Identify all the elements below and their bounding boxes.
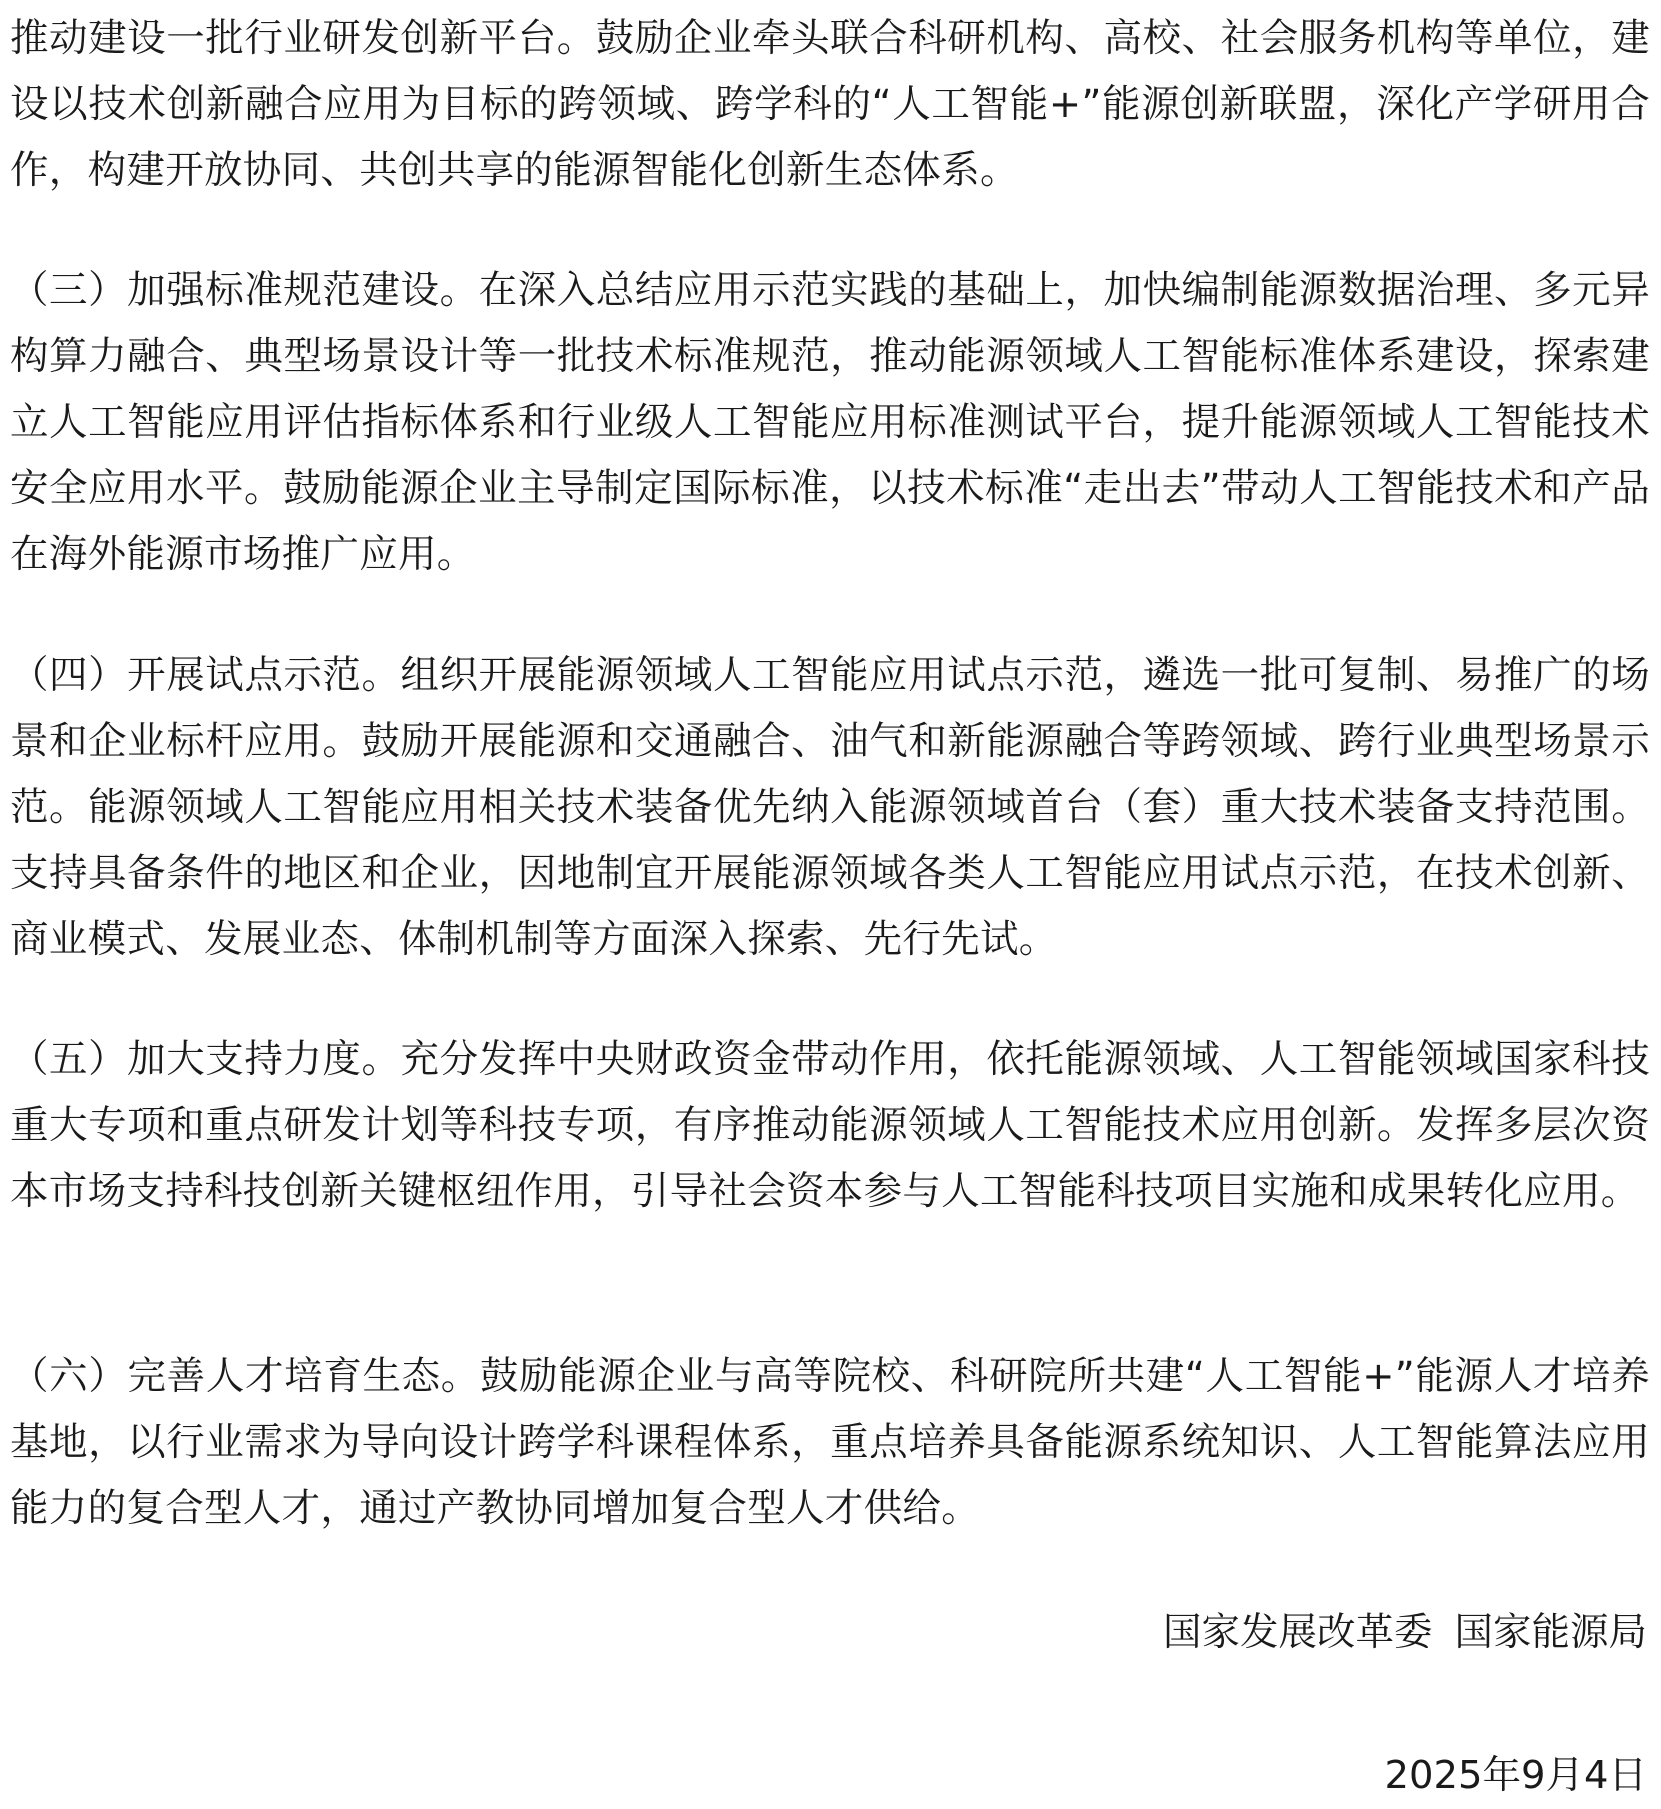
- signature-block: [1163, 1600, 1647, 1666]
- signatory-ndrc: 国家发展改革委: [1162, 1610, 1433, 1655]
- paragraph-support: （五）加大支持力度。充分发挥中央财政资金带动作用，依托能源领域、人工智能领域国家科技重大专项和重点研发计划等科技专项，有序推动能源领域人工智能技术应用创新。发挥多层次资本市场支持科技创新关键枢纽作用，引导社会资本参与人工智能科技项目实施和成果转化应用。: [10, 1037, 1650, 1214]
- signatory-nea: 国家能源局: [1454, 1610, 1647, 1655]
- paragraph-pilot-demonstration: （四）开展试点示范。组织开展能源领域人工智能应用试点示范，遴选一批可复制、易推广的场景和企业标杆应用。鼓励开展能源和交通融合、油气和新能源融合等跨领域、跨行业典型场景示范。能源领域人工智能应用相关技术装备优先纳入能源领域首台（套）重大技术装备支持范围。支持具备条件的地区和企业，因地制宜开展能源领域各类人工智能应用试点示范，在技术创新、商业模式、发展业态、体制机制等方面深入探索、先行先试。: [10, 653, 1650, 962]
- paragraph-standards: （三）加强标准规范建设。在深入总结应用示范实践的基础上，加快编制能源数据治理、多元异构算力融合、典型场景设计等一批技术标准规范，推动能源领域人工智能标准体系建设，探索建立人工智能应用评估指标体系和行业级人工智能应用标准测试平台，提升能源领域人工智能技术安全应用水平。鼓励能源企业主导制定国际标准，以技术标准“走出去”带动人工智能技术和产品在海外能源市场推广应用。: [10, 268, 1650, 577]
- issue-date: 2025年9月4日: [1384, 1753, 1647, 1798]
- paragraph-talent: （六）完善人才培育生态。鼓励能源企业与高等院校、科研院所共建“人工智能+”能源人才培养基地，以行业需求为导向设计跨学科课程体系，重点培养具备能源系统知识、人工智能算法应用能力的复合型人才，通过产教协同增加复合型人才供给。: [10, 1354, 1650, 1531]
- paragraph-innovation-platform: 推动建设一批行业研发创新平台。鼓励企业牵头联合科研机构、高校、社会服务机构等单位，建设以技术创新融合应用为目标的跨领域、跨学科的“人工智能+”能源创新联盟，深化产学研用合作，构建开放协同、共创共享的能源智能化创新生态体系。: [10, 16, 1650, 193]
